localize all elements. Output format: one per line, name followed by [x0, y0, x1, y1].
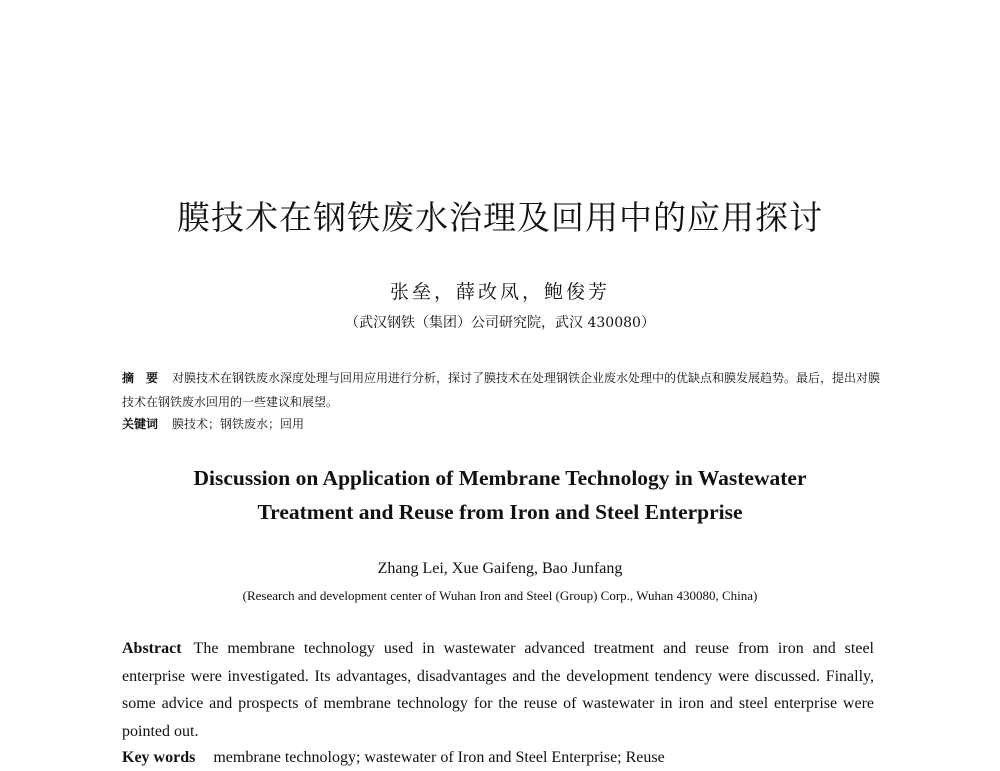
- english-title-line-2: Treatment and Reuse from Iron and Steel Enterprise: [257, 500, 743, 524]
- english-keywords: [122, 744, 882, 771]
- english-title: [0, 461, 1000, 529]
- english-affiliation: (Research and development center of Wuhan Iron and Steel (Group) Corp., Wuhan 430080, China): [242, 588, 758, 603]
- english-title-line-1: Discussion on Application of Membrane Technology in Wastewater: [193, 466, 807, 490]
- english-abstract: [122, 635, 874, 745]
- chinese-authors: 张垒，薛改凤，鲍俊芳: [389, 281, 610, 303]
- chinese-title: 膜技术在钢铁废水治理及回用中的应用探讨: [177, 198, 823, 237]
- chinese-abstract-label: 摘 要: [122, 371, 159, 385]
- english-keywords-text: membrane technology; wastewater of Iron and Steel Enterprise; Reuse: [213, 749, 665, 766]
- chinese-affiliation: （武汉钢铁（集团）公司研究院，武汉 430080）: [345, 315, 655, 331]
- chinese-abstract: [122, 366, 882, 414]
- english-keywords-label: Key words: [122, 749, 196, 766]
- chinese-keywords-text: 膜技术；钢铁废水；回用: [172, 417, 305, 431]
- english-abstract-label: Abstract: [122, 640, 182, 657]
- chinese-abstract-text: 对膜技术在钢铁废水深度处理与回用应用进行分析，探讨了膜技术在处理钢铁企业废水处理中的优缺点和膜发展趋势。最后，提出对膜技术在钢铁废水回用的一些建议和展望。: [122, 371, 881, 409]
- english-abstract-text: The membrane technology used in wastewater advanced treatment and reuse from iron and steel enterprise were investigated. Its advantages, disadvantages and the development tendency were discussed. Finally, some advice and prospects of membrane technology for the reuse of wastewater in iron and steel enterprise were pointed out.: [122, 640, 874, 740]
- chinese-keywords: [122, 414, 882, 434]
- english-authors: Zhang Lei, Xue Gaifeng, Bao Junfang: [377, 560, 623, 577]
- chinese-keywords-label: 关键词: [122, 417, 159, 431]
